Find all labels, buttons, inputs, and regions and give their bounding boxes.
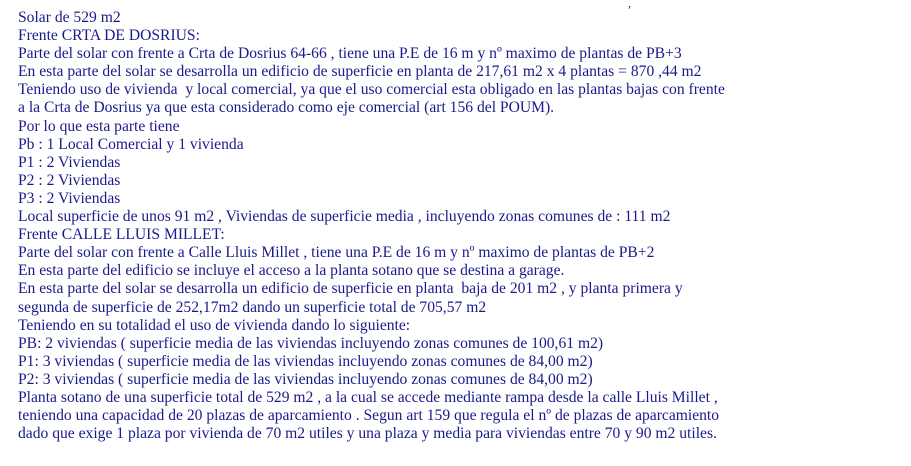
heading-frente-calle: Frente CALLE LLUIS MILLET: bbox=[18, 226, 225, 244]
text-line: En esta parte del edificio se incluye el acceso a la planta sotano que se destina a garage. bbox=[18, 262, 565, 280]
stray-mark: , bbox=[628, 0, 631, 10]
floor-item: P1: 3 viviendas ( superficie media de las viviendas incluyendo zonas comunes de 84,00 m2) bbox=[18, 352, 593, 370]
floor-item: PB: 2 viviendas ( superficie media de las viviendas incluyendo zonas comunes de 100,61 m2) bbox=[18, 334, 604, 352]
text-line: En esta parte del solar se desarrolla un edificio de superficie en planta baja de 201 m2 , y planta primera y bbox=[18, 280, 683, 298]
text-line: a la Crta de Dosrius ya que esta considerado como eje comercial (art 156 del POUM). bbox=[18, 99, 555, 117]
text-line: Parte del solar con frente a Crta de Dosrius 64-66 , tiene una P.E de 16 m y nº maximo de plantas de PB+3 bbox=[18, 45, 682, 63]
text-line: teniendo una capacidad de 20 plazas de aparcamiento . Segun art 159 que regula el nº de plazas de aparcamiento bbox=[18, 407, 720, 425]
text-line: Local superficie de unos 91 m2 , Viviendas de superficie media , incluyendo zonas comunes de : 111 m2 bbox=[18, 208, 671, 226]
floor-item: P1 : 2 Viviendas bbox=[18, 153, 121, 171]
text-line: Por lo que esta parte tiene bbox=[18, 117, 180, 135]
floor-item: P2 : 2 Viviendas bbox=[18, 171, 121, 189]
text-line: Teniendo uso de vivienda y local comercial, ya que el uso comercial esta obligado en las plantas bajas con frente bbox=[18, 81, 725, 99]
floor-item: Pb : 1 Local Comercial y 1 vivienda bbox=[18, 135, 244, 153]
floor-item: P3 : 2 Viviendas bbox=[18, 189, 121, 207]
text-line: Parte del solar con frente a Calle Lluis Millet , tiene una P.E de 16 m y nº maximo de plantas de PB+2 bbox=[18, 244, 655, 262]
text-line: Planta sotano de una superficie total de 529 m2 , a la cual se accede mediante rampa desde la calle Lluis Millet , bbox=[18, 388, 718, 406]
floor-item: P2: 3 viviendas ( superficie media de las viviendas incluyendo zonas comunes de 84,00 m2) bbox=[18, 370, 593, 388]
text-line: En esta parte del solar se desarrolla un edificio de superficie en planta de 217,61 m2 x 4 plantas = 870 ,44 m2 bbox=[18, 63, 702, 81]
text-line: segunda de superficie de 252,17m2 dando un superficie total de 705,57 m2 bbox=[18, 298, 487, 316]
heading-frente-crta: Frente CRTA DE DOSRIUS: bbox=[18, 27, 200, 45]
document-body bbox=[18, 9, 911, 443]
text-line: dado que exige 1 plaza por vivienda de 70 m2 utiles y una plaza y media para viviendas entre 70 y 90 m2 utiles. bbox=[18, 425, 717, 443]
heading-solar: Solar de 529 m2 bbox=[18, 9, 121, 26]
text-line: Teniendo en su totalidad el uso de vivienda dando lo siguiente: bbox=[18, 316, 411, 334]
